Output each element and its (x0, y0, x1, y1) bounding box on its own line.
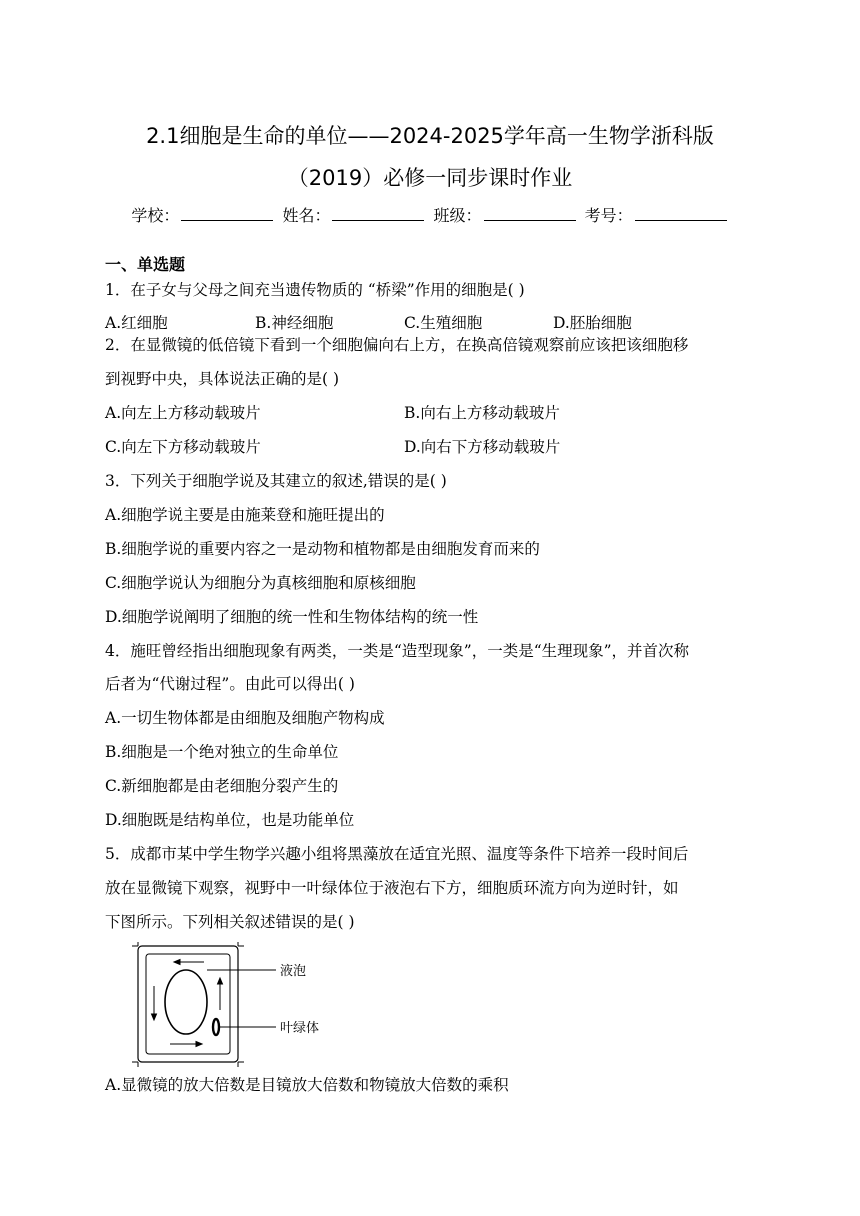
q4-stem-line-1: 4．施旺曾经指出细胞现象有两类，一类是“造型现象”，一类是“生理现象”，并首次称 (105, 642, 690, 660)
title-line-2: （2019）必修一同步课时作业 (287, 166, 573, 190)
q1-option-b: B.神经细胞 (255, 314, 334, 332)
q3-option-b: B.细胞学说的重要内容之一是动物和植物都是由细胞发育而来的 (105, 540, 540, 558)
class-blank[interactable] (484, 206, 576, 221)
q3-option-a: A.细胞学说主要是由施莱登和施旺提出的 (105, 506, 385, 524)
label-chloroplast: 叶绿体 (280, 1021, 320, 1036)
cell-wall-outer (138, 946, 238, 1062)
q2-option-a: A.向左上方移动载玻片 (105, 404, 261, 422)
title-line-1: 2.1细胞是生命的单位——2024-2025学年高一生物学浙科版 (146, 124, 714, 148)
q4-option-a: A.一切生物体都是由细胞及细胞产物构成 (105, 709, 385, 727)
q3-option-d: D.细胞学说阐明了细胞的统一性和生物体结构的统一性 (105, 608, 479, 626)
cell-wall-inner (146, 954, 230, 1054)
q2-stem-line-2: 到视野中央，具体说法正确的是( ) (105, 370, 340, 388)
vacuole-shape (165, 970, 207, 1034)
q4-option-c: C.新细胞都是由老细胞分裂产生的 (105, 777, 339, 795)
q5-option-a: A.显微镜的放大倍数是目镜放大倍数和物镜放大倍数的乘积 (105, 1076, 509, 1094)
q2-option-b: B.向右上方移动载玻片 (404, 404, 560, 422)
q5-stem-line-1: 5．成都市某中学生物学兴趣小组将黑藻放在适宜光照、温度等条件下培养一段时间后 (105, 845, 689, 863)
q4-option-b: B.细胞是一个绝对独立的生命单位 (105, 743, 339, 761)
section-heading: 一、单选题 (105, 255, 186, 274)
name-label: 姓名： (282, 206, 331, 225)
name-blank[interactable] (332, 206, 424, 221)
q5-stem-line-2: 放在显微镜下观察，视野中一叶绿体位于液泡右下方，细胞质环流方向为逆时针，如 (105, 879, 679, 897)
cell-diagram (128, 940, 368, 1070)
q5-stem-line-3: 下图所示。下列相关叙述错误的是( ) (105, 913, 355, 931)
school-blank[interactable] (181, 206, 273, 221)
student-info-row (0, 203, 860, 226)
adjacent-cell-edges (132, 942, 244, 1067)
q2-option-c: C.向左下方移动载玻片 (105, 438, 261, 456)
q1-stem: 1．在子女与父母之间充当遗传物质的 “桥梁”作用的细胞是( ) (105, 281, 525, 299)
q4-option-d: D.细胞既是结构单位，也是功能单位 (105, 811, 355, 829)
label-vacuole: 液泡 (280, 964, 307, 979)
number-label: 考号： (584, 206, 633, 225)
q1-option-c: C.生殖细胞 (404, 314, 483, 332)
q1-option-d: D.胚胎细胞 (553, 314, 632, 332)
class-label: 班级： (433, 206, 482, 225)
q1-option-a: A.红细胞 (105, 314, 168, 332)
q3-option-c: C.细胞学说认为细胞分为真核细胞和原核细胞 (105, 574, 416, 592)
school-label: 学校： (131, 206, 180, 225)
q4-stem-line-2: 后者为“代谢过程”。由此可以得出( ) (105, 675, 355, 693)
q2-option-d: D.向右下方移动载玻片 (404, 438, 561, 456)
q3-stem: 3．下列关于细胞学说及其建立的叙述,错误的是( ) (105, 472, 447, 490)
number-blank[interactable] (635, 206, 727, 221)
chloroplast-shape (213, 1019, 219, 1035)
q2-stem-line-1: 2．在显微镜的低倍镜下看到一个细胞偏向右上方，在换高倍镜观察前应该把该细胞移 (105, 336, 689, 354)
